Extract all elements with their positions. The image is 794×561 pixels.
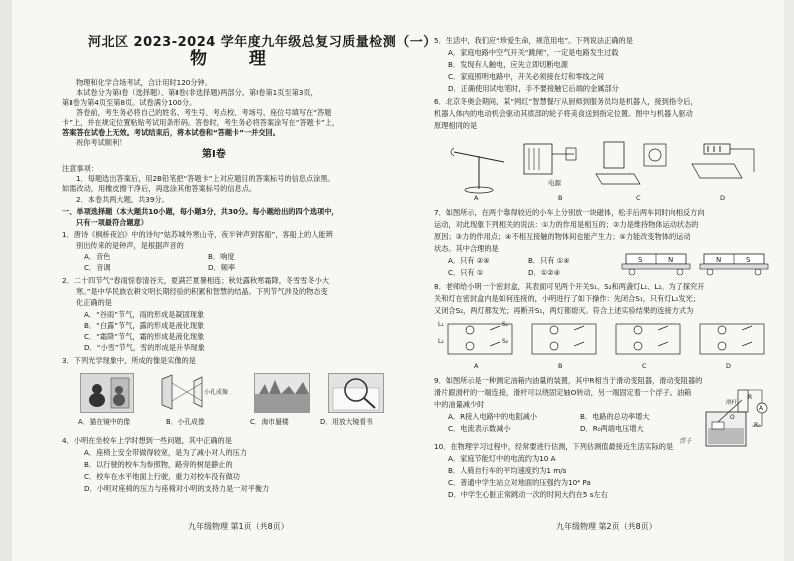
question-9: 9．如图所示是一种测定油箱内油量的装置，其中R相当于滑动变阻器，滑动变阻器的	[434, 376, 703, 385]
option: A．座椅上安全带做得较宽，是为了减小对人的压力	[84, 448, 248, 457]
option: B．发现有人触电，应先立即切断电源	[448, 60, 568, 69]
magnet-pole: S	[638, 256, 643, 264]
question-9: 滑片跟滑杆的一端连接，滑杆可以绕固定轴O转动，另一端固定着一个浮子。油箱	[434, 388, 692, 397]
question-6: 机器人体内的电动机会驱动其底部的轮子将美食送到指定位置。图中与机器人驱动	[434, 109, 693, 118]
notice-line: 1．每题选出答案后，用2B铅笔把“答题卡”上对应题目的答案标号的信息点涂黑。	[76, 174, 335, 183]
option: B．人骑自行车的平均速度约为1 m/s	[448, 466, 567, 475]
figure-label: A	[474, 194, 479, 202]
mirage-image	[254, 373, 310, 413]
intro-line: 答卷前，考生务必将自己的姓名、考生号、考点校、考场号、座位号填写在“答题	[76, 108, 332, 117]
section-heading: 一、单项选择题（本大题共10小题，每小题3分，共30分。每小题给出的四个选项中，	[62, 207, 339, 216]
oil-gauge-figure	[702, 382, 772, 452]
pinhole-label: 小孔成像	[204, 389, 229, 396]
question-7: 状态。其中合理的是	[434, 244, 499, 253]
magnet-carts	[622, 250, 772, 280]
figure-label: B	[558, 362, 563, 370]
option: D．①②④	[528, 268, 561, 277]
question-8: 8．老师给小明一个密封盒，其表面可见两个开关S₁、S₂和两盏灯L₁、L₂。为了探究开	[434, 282, 705, 291]
option: D．正确使用试电笔时，手不要接触它后端的金属部分	[448, 84, 619, 93]
notice-line: 如需改动，用橡皮擦干净后，再选涂其他答案标号的信息点。	[62, 184, 257, 193]
resistor-label: R	[748, 394, 753, 401]
magnet-pole: S	[746, 256, 751, 264]
option: D．频率	[208, 263, 236, 272]
question-7: 原因；③力的作用点；④不相互接触的物体间也能产生力；⑤力能改变物体的运动	[434, 232, 691, 241]
ammeter-label: A	[759, 405, 764, 412]
question-1: 1．唐诗《枫桥夜泊》中的诗句“姑苏城外寒山寺，夜半钟声到客船”，客船上的人能辨	[62, 230, 333, 239]
option: B．以行驶的校车为参照物，路旁的树是静止的	[84, 460, 233, 469]
exam-title: 河北区 2023-2024 学年度九年级总复习质量检测（一）	[88, 35, 437, 50]
switch-label: S₂	[502, 338, 509, 345]
question-2: 化正确的是	[76, 298, 112, 307]
option: A．R接入电路中的电阻减小	[448, 412, 537, 421]
circuit-b	[532, 324, 596, 354]
question-8: 关和灯在密封盒内是如何连接的，小明进行了如下操作：先闭合S₁，只有灯L₁发光；	[434, 294, 700, 303]
magnifier-drawing	[329, 374, 383, 412]
circuit-d	[700, 324, 764, 354]
pivot-label: O	[730, 414, 735, 421]
option: C．只有 ①	[448, 268, 484, 277]
subject-title: 物 理	[190, 49, 284, 69]
figure-label: C	[636, 194, 641, 202]
figure-label: B	[558, 194, 563, 202]
option: C．普通中学生站立对地面的压强约为10⁴ Pa	[448, 478, 591, 487]
cat-mirror-image	[80, 373, 134, 413]
option: A．猫在镜中的像	[78, 418, 131, 426]
option: B．只有 ①④	[528, 256, 570, 265]
question-8: 又闭合S₂，两灯都发光；再断开S₁，两灯都熄灭。符合上述实验结果的连接方式为	[434, 306, 694, 315]
option: C．“霜降”节气，霜的形成是液化现象	[84, 332, 205, 341]
option: C．家庭照明电路中，开关必须接在灯和零线之间	[448, 72, 604, 81]
q8-circuits	[440, 320, 780, 360]
option: A．家庭电路中空气开关“跳闸”，一定是电路发生过载	[448, 48, 619, 57]
float-label: 浮子	[680, 438, 693, 445]
lamp-label: L₂	[438, 338, 444, 345]
question-5: 5．生活中，我们应“珍爱生命，规范用电”。下列说法正确的是	[434, 36, 633, 45]
question-10: 10．在物理学习过程中，经常要进行估测，下列估测值最接近生活实际的是	[434, 442, 674, 451]
option: B．小孔成像	[166, 418, 205, 426]
section-heading: 只有一项最符合题意）	[76, 218, 148, 227]
figure-label: A	[474, 362, 479, 370]
option: A．音色	[84, 252, 111, 261]
page-2	[430, 0, 776, 561]
option: C．校车在水平地面上行驶，重力对校车没有做功	[84, 472, 240, 481]
page-footer: 九年级物理 第1页（共8页）	[188, 522, 289, 531]
question-3: 3．下列光学现象中，所成的像是实像的是	[62, 356, 196, 365]
option: B．电路的总功率增大	[580, 412, 650, 421]
question-1: 别出传来的是钟声，是根据声音的	[76, 241, 184, 250]
question-4: 4．小明在坐校车上学时想到一些问题，其中正确的是	[62, 436, 232, 445]
magnet-pole: N	[716, 256, 722, 264]
page-footer: 九年级物理 第2页（共8页）	[556, 522, 657, 531]
option: B．“白露”节气，露的形成是液化现象	[84, 321, 205, 330]
electromagnet-figure	[524, 144, 576, 174]
option: C．音调	[84, 263, 111, 272]
cat-mirror-drawing	[81, 374, 133, 412]
notice-line: 2．本卷共两大题，共39分。	[76, 195, 169, 204]
option: A．只有 ②④	[448, 256, 490, 265]
question-7: 运动，对此现象下列相关的说法：①力的作用是相互的；②力是维持物体运动状态的	[434, 220, 699, 229]
question-9: 中的油量减少时	[434, 400, 485, 409]
magnifier-image	[328, 373, 384, 413]
notice-title: 注意事项：	[62, 164, 98, 173]
pinhole-image	[158, 373, 229, 411]
option: A．家庭节能灯中的电流约为10 A	[448, 454, 556, 463]
rod-label: 滑杆	[726, 400, 738, 406]
mirage-drawing	[255, 374, 309, 412]
figure-label: D	[726, 362, 732, 370]
figure-label: D	[720, 194, 726, 202]
r0-label: R₀	[754, 422, 761, 429]
option: D．中学生心脏正常跳动一次的时间大约在5 s左右	[448, 490, 608, 499]
question-2: 寒。”是中华民族农耕文明长期经验的积累和智慧的结晶。下列节气涉及的物态变	[76, 287, 328, 296]
question-6: 6．北京冬奥会期间，某“网红”智慧餐厅从厨师到服务员均是机器人，接到指令后，	[434, 97, 698, 106]
option: D．R₀两端电压增大	[580, 424, 644, 433]
fan-figure	[451, 148, 504, 193]
option: C．海市蜃楼	[250, 418, 289, 426]
option: D．用放大镜看书	[320, 418, 373, 426]
circuit-c	[616, 324, 680, 354]
question-6: 原理相同的是	[434, 121, 478, 130]
intro-line: 物理和化学合场考试，合计用时120分钟。	[76, 78, 212, 87]
part-heading: 第Ⅰ卷	[202, 149, 226, 160]
question-7: 7．如图所示，在两个靠得较近的小车上分别放一块磁体，松手后两车同时向相反方向	[434, 208, 705, 217]
option: D．“小雪”节气，雪的形成是升华现象	[84, 343, 205, 352]
intro-line: 卡”上，并在规定位置粘贴考试用条形码。答卷时，考生务必将答案涂写在“答题卡”上，	[62, 118, 340, 127]
motor-figure	[692, 144, 754, 178]
question-2: 2．二十四节气“春雨惊春清谷天，夏满芒夏暑相连；秋处露秋寒霜降，冬雪雪冬小大	[62, 276, 330, 285]
switch-label: S₁	[502, 321, 509, 328]
power-label: 电源	[548, 179, 561, 187]
intro-line: 第Ⅱ卷为第4页至第8页。试卷满分100分。	[62, 98, 197, 107]
figure-label: C	[642, 362, 647, 370]
generator-figure	[596, 142, 666, 184]
intro-line: 本试卷分为第Ⅰ卷（选择题）、第Ⅱ卷(非选择题)两部分。第Ⅰ卷第1页至第3页，	[76, 88, 318, 97]
intro-line: 答案答在试卷上无效。考试结束后，将本试卷和“答题卡”一并交回。	[62, 128, 280, 137]
option: A．“谷雨”节气，雨的形成是凝固现象	[84, 310, 205, 319]
scan-edge-left	[0, 0, 12, 561]
option: C．电流表示数减小	[448, 424, 511, 433]
intro-line: 祝你考试顺利！	[76, 138, 127, 147]
scan-edge-right	[784, 0, 794, 561]
option: B．响度	[208, 252, 235, 261]
option: D．小明对座椅的压力与座椅对小明的支持力是一对平衡力	[84, 484, 270, 493]
page-1	[58, 0, 437, 561]
lamp-label: L₁	[438, 321, 444, 328]
magnet-pole: N	[668, 256, 674, 264]
